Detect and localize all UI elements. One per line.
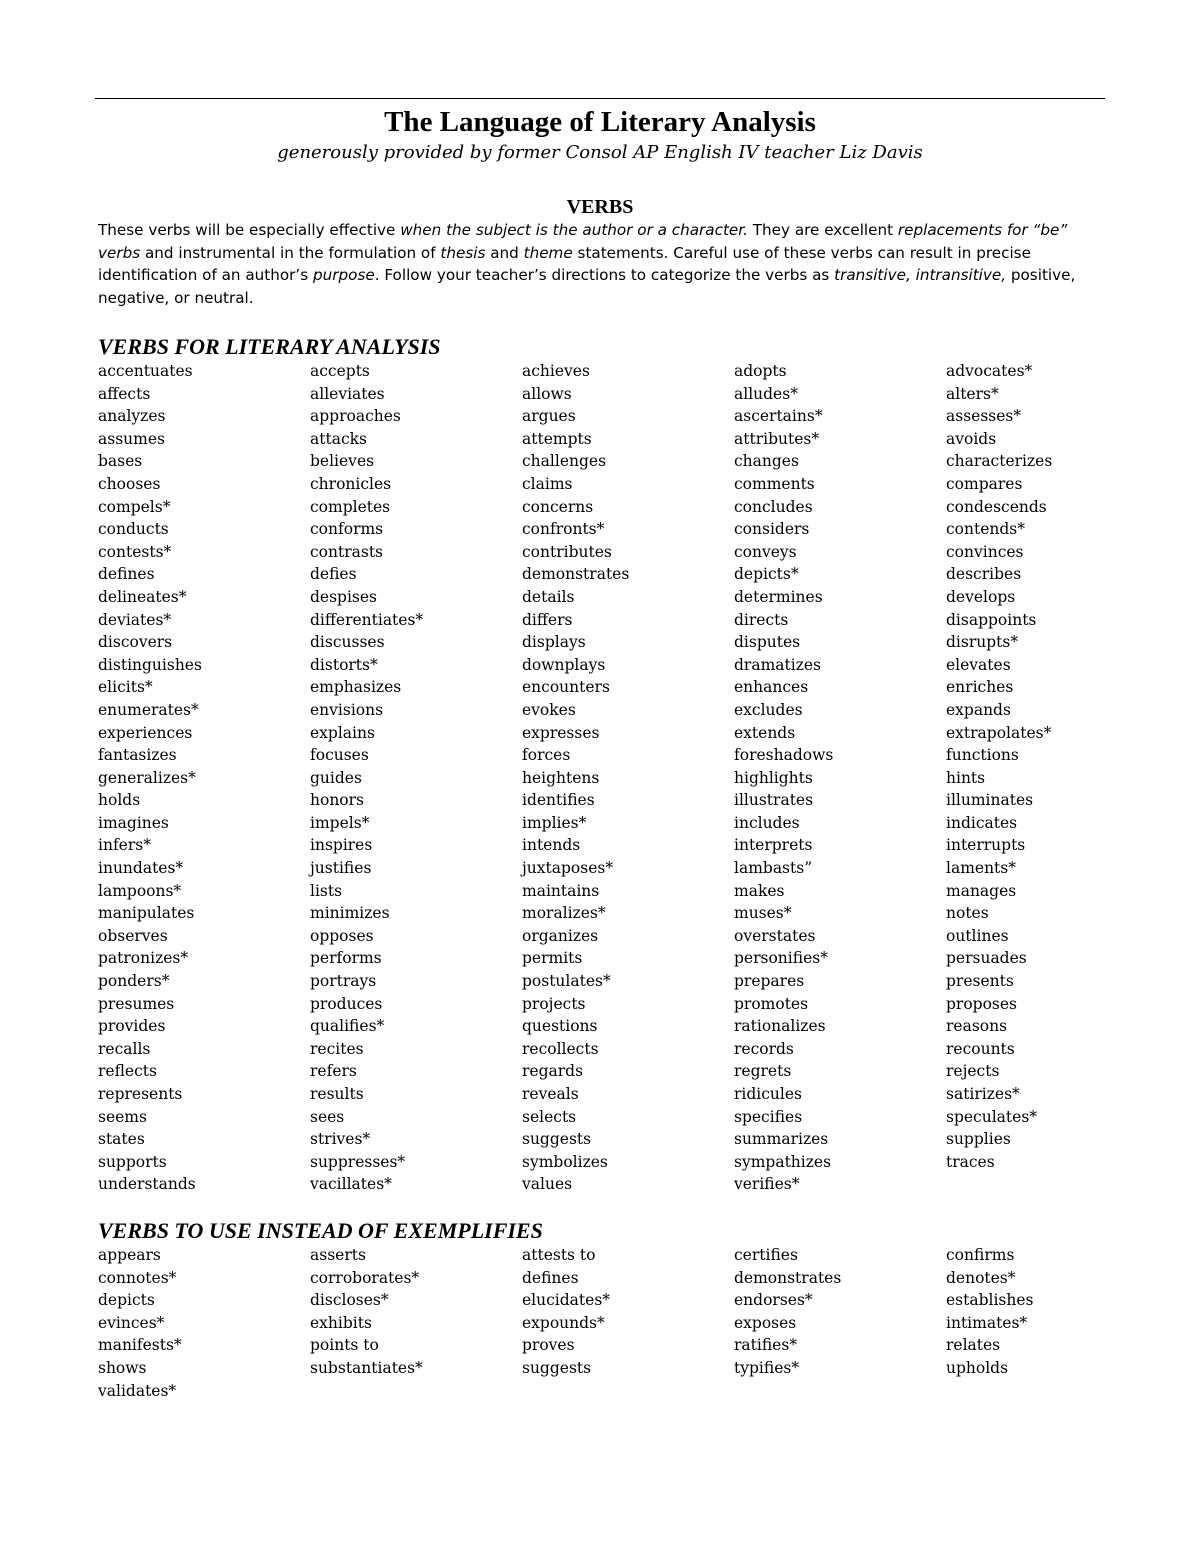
verb-item: ridicules [734, 1085, 802, 1103]
verb-item: elicits* [98, 678, 153, 697]
verb-item: specifies [734, 1107, 803, 1126]
verb-item: portrays [310, 972, 377, 991]
verb-item: satirizes* [946, 1085, 1020, 1103]
verb-item: emphasizes [310, 678, 402, 697]
verb-item: recollects [522, 1039, 599, 1058]
verb-item: heightens [522, 768, 600, 787]
verb-item: moralizes* [522, 904, 606, 923]
verb-item [946, 1173, 1158, 1196]
verb-item: lists [310, 881, 343, 900]
verb-item: dramatizes [734, 655, 821, 674]
verb-item: confronts* [522, 520, 605, 539]
verb-item: supports [98, 1152, 167, 1171]
verb-item: considers [734, 520, 810, 539]
verb-item: summarizes [734, 1130, 829, 1149]
verb-item: values [522, 1175, 573, 1194]
intro-text-run: statements. Careful use of these verbs can result in precise identification of an author’s [98, 243, 1031, 285]
verb-item: illuminates [946, 791, 1034, 810]
verb-item: contests* [98, 542, 172, 561]
verb-item: changes [734, 452, 799, 471]
verb-item: alters* [946, 384, 999, 403]
verb-item: ascertains* [734, 407, 823, 426]
verb-item: ratifies* [734, 1336, 798, 1355]
verb-item: attempts [522, 429, 592, 448]
verb-item: extends [734, 723, 796, 742]
verb-item: verifies* [734, 1175, 800, 1194]
verb-item: defines [98, 565, 155, 584]
verb-item: represents [98, 1085, 183, 1103]
verb-item: proposes [946, 994, 1017, 1013]
page-subtitle: generously provided by former Consol AP English IV teacher Liz Davis [277, 142, 923, 163]
verb-item: indicates [946, 813, 1018, 832]
verb-item: expands [946, 700, 1011, 719]
verb-item: experiences [98, 723, 193, 742]
verb-item: elucidates* [522, 1291, 611, 1310]
verb-item: evokes [522, 700, 576, 719]
verb-item: reveals [522, 1085, 579, 1103]
verb-item: qualifies* [310, 1017, 385, 1036]
verb-item: directs [734, 610, 789, 629]
verb-item: chronicles [310, 474, 392, 493]
verb-item: vacillates* [310, 1175, 392, 1194]
verb-item: reasons [946, 1017, 1008, 1036]
verb-item: adopts [734, 362, 787, 380]
verb-item: organizes [522, 926, 599, 945]
verb-item: delineates* [98, 587, 187, 606]
verb-item: avoids [946, 429, 997, 448]
section-title-literary-analysis: VERBS FOR LITERARY ANALYSIS [98, 334, 441, 359]
verb-item: sympathizes [734, 1152, 832, 1171]
verb-item: certifies [734, 1246, 798, 1264]
section-title-exemplifies: VERBS TO USE INSTEAD OF EXEMPLIFIES [98, 1218, 543, 1243]
verb-item: presumes [98, 994, 175, 1013]
verb-item: exhibits [310, 1313, 372, 1332]
verb-item: compares [946, 474, 1023, 493]
verb-item: laments* [946, 859, 1016, 878]
verb-item: deviates* [98, 610, 172, 629]
verb-item: condescends [946, 497, 1047, 516]
verb-item: generalizes* [98, 768, 196, 787]
verb-item: juxtaposes* [522, 859, 614, 878]
verb-item: disappoints [946, 610, 1037, 629]
verb-item: regards [522, 1062, 584, 1081]
verb-item: overstates [734, 926, 816, 945]
intro-text-run: and instrumental in the formulation of [140, 243, 441, 262]
verb-item: functions [946, 746, 1019, 765]
verb-item: denotes* [946, 1268, 1016, 1287]
verb-item: holds [98, 791, 141, 810]
page-title: The Language of Literary Analysis [384, 106, 816, 138]
verb-item: justifies [310, 859, 372, 878]
verb-item: compels* [98, 497, 171, 516]
verb-item: concludes [734, 497, 813, 516]
verb-item: states [98, 1130, 145, 1149]
verb-item: seems [98, 1107, 147, 1126]
verb-item: accepts [310, 362, 370, 380]
verb-grid-exemplifies [98, 1244, 1158, 1402]
verb-item: endorses* [734, 1291, 813, 1310]
intro-text-run: replacements for “be” verbs [98, 221, 1068, 262]
verb-item: persuades [946, 949, 1027, 968]
verb-item: develops [946, 587, 1016, 606]
verb-item: completes [310, 497, 391, 516]
verb-item: displays [522, 633, 586, 652]
verb-item: approaches [310, 407, 401, 426]
verb-item: prepares [734, 972, 805, 991]
verb-item: highlights [734, 768, 813, 787]
verb-item: observes [98, 926, 168, 945]
verb-item: honors [310, 791, 364, 810]
verb-item: guides [310, 768, 362, 787]
verb-item: excludes [734, 700, 803, 719]
verb-item: notes [946, 904, 989, 923]
verb-item: alludes* [734, 384, 798, 403]
verb-item: analyzes [98, 407, 166, 426]
verb-item: personifies* [734, 949, 828, 968]
verb-item: intimates* [946, 1313, 1028, 1332]
verb-item: forces [522, 746, 571, 765]
verb-item: discusses [310, 633, 385, 652]
verb-item: corroborates* [310, 1268, 420, 1287]
verb-item: interrupts [946, 836, 1026, 855]
verb-item: suppresses* [310, 1152, 406, 1171]
verb-item: ponders* [98, 972, 170, 991]
verb-item: speculates* [946, 1107, 1038, 1126]
verb-item: substantiates* [310, 1358, 423, 1377]
verb-item: conforms [310, 520, 384, 539]
verb-item: affects [98, 384, 151, 403]
verb-item: explains [310, 723, 375, 742]
verb-item: infers* [98, 836, 151, 855]
verb-item: muses* [734, 904, 792, 923]
verb-item: projects [522, 994, 586, 1013]
verb-item: outlines [946, 926, 1009, 945]
verb-item: contends* [946, 520, 1026, 539]
verb-item: extrapolates* [946, 723, 1052, 742]
verb-item: postulates* [522, 972, 611, 991]
intro-text-run: thesis [440, 243, 486, 262]
verb-item: suggests [522, 1358, 592, 1377]
verb-item: expresses [522, 723, 600, 742]
verb-item: characterizes [946, 452, 1053, 471]
intro-text-run: when the subject is the author or a character. [400, 221, 748, 239]
verb-item: illustrates [734, 791, 814, 810]
intro-paragraph [98, 219, 1108, 309]
verb-item: upholds [946, 1358, 1009, 1377]
verb-item: performs [310, 949, 382, 968]
verb-item: lampoons* [98, 881, 182, 900]
verb-item: enhances [734, 678, 809, 697]
verb-item: details [522, 587, 575, 606]
verb-item: accentuates [98, 362, 193, 380]
verb-item: inundates* [98, 859, 184, 878]
verb-item: distorts* [310, 655, 378, 674]
verb-item: confirms [946, 1246, 1015, 1264]
verb-item: expounds* [522, 1313, 605, 1332]
verb-item: supplies [946, 1130, 1011, 1149]
verb-item: results [310, 1085, 364, 1103]
verb-item: minimizes [310, 904, 390, 923]
verb-item: disrupts* [946, 633, 1019, 652]
verb-item: enriches [946, 678, 1014, 697]
verb-item: permits [522, 949, 583, 968]
verb-item: understands [98, 1175, 196, 1194]
verbs-heading: VERBS [566, 196, 634, 218]
verb-item: traces [946, 1152, 995, 1171]
verb-item: foreshadows [734, 746, 834, 765]
verb-item: provides [98, 1017, 166, 1036]
verb-item: selects [522, 1107, 577, 1126]
verb-item: connotes* [98, 1268, 177, 1287]
verb-item: differs [522, 610, 573, 629]
verb-item: depicts* [734, 565, 799, 584]
verb-item: reflects [98, 1062, 157, 1081]
verb-item: refers [310, 1062, 357, 1081]
verb-item: conveys [734, 542, 797, 561]
verb-item: allows [522, 384, 572, 403]
verb-item: contrasts [310, 542, 384, 561]
verb-item: downplays [522, 655, 606, 674]
verb-item: attributes* [734, 429, 820, 448]
verb-item: recites [310, 1039, 364, 1058]
verb-item: evinces* [98, 1313, 165, 1332]
verb-item: maintains [522, 881, 600, 900]
verb-item: conducts [98, 520, 169, 539]
verb-item: asserts [310, 1246, 366, 1264]
verb-item: assesses* [946, 407, 1022, 426]
verb-item: shows [98, 1358, 147, 1377]
verb-item: manipulates [98, 904, 195, 923]
verb-item: demonstrates [734, 1268, 842, 1287]
verb-item: assumes [98, 429, 165, 448]
verb-item: differentiates* [310, 610, 424, 629]
verb-item: presents [946, 972, 1014, 991]
verb-item: depicts [98, 1291, 155, 1310]
verb-item: enumerates* [98, 700, 199, 719]
verb-item: exposes [734, 1313, 797, 1332]
verb-item: sees [310, 1107, 345, 1126]
top-rule [95, 98, 1105, 99]
verb-item: manages [946, 881, 1017, 900]
verb-item: contributes [522, 542, 612, 561]
verb-item: elevates [946, 655, 1011, 674]
verb-item: fantasizes [98, 746, 177, 765]
verb-item: believes [310, 452, 375, 471]
verb-item: envisions [310, 700, 384, 719]
intro-text-run: They are excellent [747, 221, 898, 239]
verb-item: identifies [522, 791, 595, 810]
verb-item: defies [310, 565, 357, 584]
verb-item: implies* [522, 813, 587, 832]
verb-item: recounts [946, 1039, 1015, 1058]
verb-item: chooses [98, 474, 161, 493]
verb-item: questions [522, 1017, 598, 1036]
verb-item: suggests [522, 1130, 592, 1149]
verb-item: attests to [522, 1246, 596, 1264]
verb-item: convinces [946, 542, 1024, 561]
verb-item: alleviates [310, 384, 385, 403]
verb-grid-literary-analysis [98, 360, 1158, 1196]
verb-item: typifies* [734, 1358, 800, 1377]
intro-text-run: purpose [313, 266, 375, 285]
verb-item: argues [522, 407, 576, 426]
verb-item: impels* [310, 813, 370, 832]
verb-item: describes [946, 565, 1022, 584]
verb-item: hints [946, 768, 986, 787]
verb-item: relates [946, 1336, 1001, 1355]
verb-item: encounters [522, 678, 610, 697]
verb-item: achieves [522, 362, 590, 380]
verb-item: comments [734, 474, 815, 493]
verb-item: focuses [310, 746, 369, 765]
verb-item: interprets [734, 836, 813, 855]
verb-item: bases [98, 452, 143, 471]
verb-item: defines [522, 1268, 579, 1287]
verb-item: promotes [734, 994, 809, 1013]
verb-item: lambasts” [734, 859, 813, 878]
verb-item: inspires [310, 836, 373, 855]
verb-item: patronizes* [98, 949, 189, 968]
verb-item: challenges [522, 452, 607, 471]
intro-text-run: . Follow your teacher’s directions to categorize the verbs as [374, 266, 835, 285]
verb-item: concerns [522, 497, 594, 516]
verb-item: determines [734, 587, 823, 606]
verb-item: produces [310, 994, 383, 1013]
verb-item: distinguishes [98, 655, 202, 674]
verb-item: claims [522, 474, 573, 493]
verb-item: records [734, 1039, 794, 1058]
intro-text-run: theme [523, 243, 573, 262]
verb-item: discovers [98, 633, 173, 652]
verb-item: opposes [310, 926, 374, 945]
intro-text-run: positive, negative, or neutral. [98, 266, 1076, 307]
verb-item: intends [522, 836, 581, 855]
intro-text-run: and [485, 243, 524, 262]
verb-item: symbolizes [522, 1152, 608, 1171]
verb-item: recalls [98, 1039, 151, 1058]
verb-item: makes [734, 881, 785, 900]
verb-item: discloses* [310, 1291, 389, 1310]
verb-item: despises [310, 587, 378, 606]
verb-item: establishes [946, 1291, 1034, 1310]
verb-item: proves [522, 1336, 575, 1355]
verb-item: rejects [946, 1062, 1000, 1081]
verb-item: rationalizes [734, 1017, 826, 1036]
verb-item: appears [98, 1246, 161, 1264]
verb-item: validates* [98, 1381, 177, 1400]
verb-item: demonstrates [522, 565, 630, 584]
verb-item: attacks [310, 429, 367, 448]
verb-item: points to [310, 1336, 379, 1355]
verb-item: regrets [734, 1062, 792, 1081]
verb-item: manifests* [98, 1336, 182, 1355]
intro-text-run: transitive, intransitive, [834, 266, 1007, 285]
verb-item: advocates* [946, 362, 1033, 380]
verb-item: imagines [98, 813, 169, 832]
verb-item: disputes [734, 633, 801, 652]
intro-text-run: These verbs will be especially effective [98, 221, 401, 239]
verb-item: includes [734, 813, 800, 832]
verb-item: strives* [310, 1130, 371, 1149]
